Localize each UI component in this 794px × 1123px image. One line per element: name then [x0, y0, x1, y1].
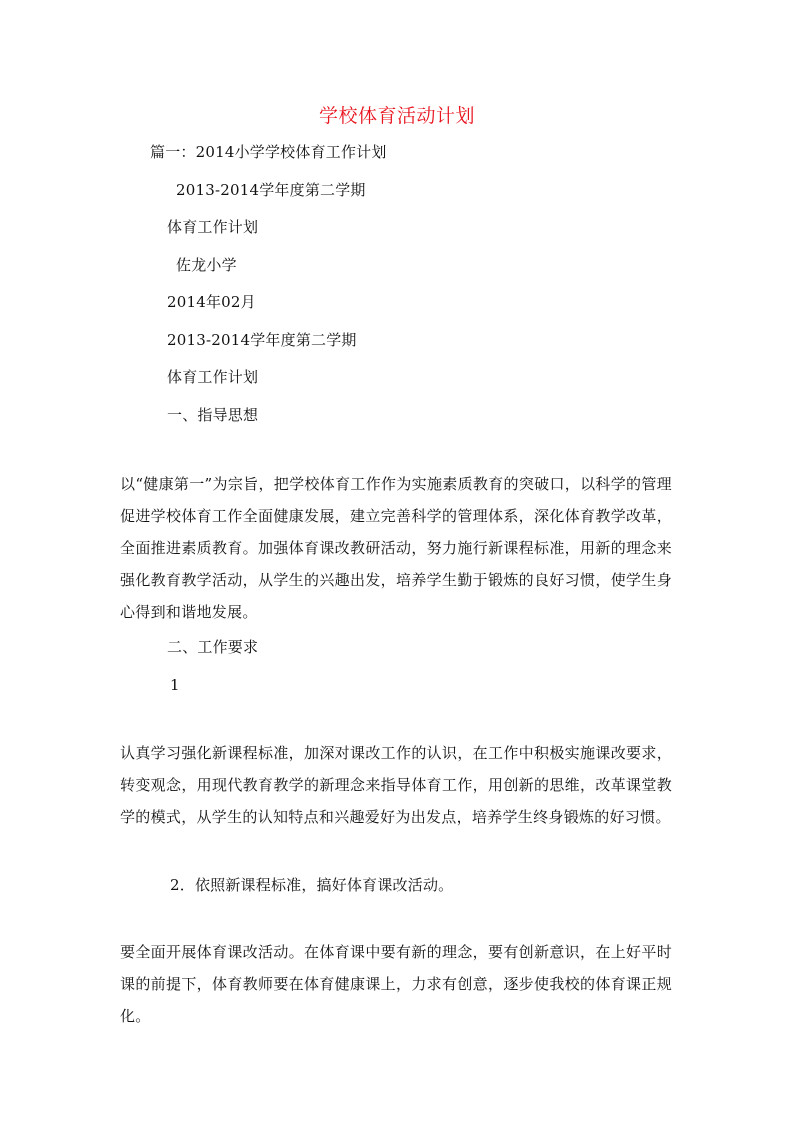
semester-line-repeat: 2013-2014学年度第二学期 [167, 331, 357, 349]
section-heading-guiding: 一、指导思想 [167, 406, 259, 424]
paragraph-requirement-1: 认真学习强化新课程标准，加深对课改工作的认识，在工作中积极实施课改要求，转变观念，用现代教育教学的新理念来指导体育工作，用创新的思维，改革课堂教学的模式，从学生的认知特点和兴趣爱好为出发点，培养学生终身锻炼的好习惯。 [120, 744, 672, 826]
plan-title-line-repeat: 体育工作计划 [167, 368, 259, 386]
item-2-line: 2．依照新课程标准，搞好体育课改活动。 [170, 876, 454, 894]
item-number-1: 1 [170, 676, 180, 694]
article-heading: 篇一：2014小学学校体育工作计划 [150, 143, 387, 161]
paragraph-requirement-2: 要全面开展体育课改活动。在体育课中要有新的理念，要有创新意识，在上好平时课的前提下，体育教师要在体育健康课上，力求有创意，逐步使我校的体育课正规化。 [120, 943, 672, 1025]
paragraph-guiding-thought: 以“健康第一”为宗旨，把学校体育工作作为实施素质教育的突破口，以科学的管理促进学校体育工作全面健康发展，建立完善科学的管理体系，深化体育教学改革，全面推进素质教育。加强体育课改教研活动，努力施行新课程标准，用新的理念来强化教育教学活动，从学生的兴趣出发，培养学生勤于锻炼的良好习惯，使学生身心得到和谐地发展。 [120, 475, 672, 621]
document-title: 学校体育活动计划 [318, 105, 475, 127]
plan-title-line: 体育工作计划 [167, 218, 259, 236]
section-heading-requirements: 二、工作要求 [167, 638, 259, 656]
semester-line: 2013-2014学年度第二学期 [176, 181, 366, 199]
date-line: 2014年02月 [167, 293, 256, 311]
school-name-line: 佐龙小学 [176, 256, 237, 274]
